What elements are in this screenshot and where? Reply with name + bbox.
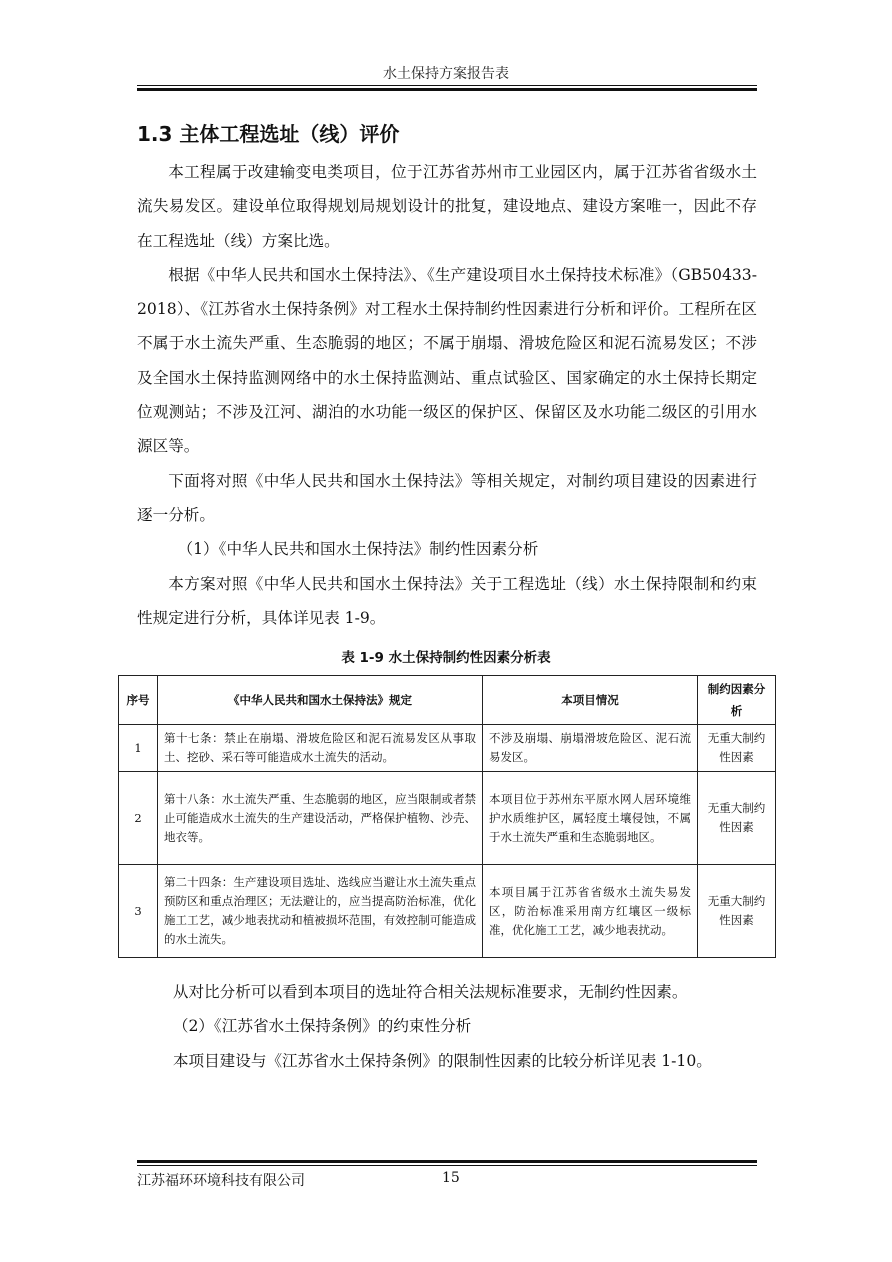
row-situation: 不涉及崩塌、崩塌滑坡危险区、泥石流易发区。 xyxy=(483,725,698,772)
section-title: 1.3 主体工程选址（线）评价 xyxy=(137,122,400,146)
row-situation: 本项目位于苏州东平原水网人居环境维护水质维护区，属轻度土壤侵蚀，不属于水土流失严重和生态脆弱地区。 xyxy=(483,772,698,865)
table-row xyxy=(119,725,776,772)
row-factor: 无重大制约性因素 xyxy=(698,725,776,772)
paragraph: 本项目建设与《江苏省水土保持条例》的限制性因素的比较分析详见表 1-10。 xyxy=(172,1051,712,1070)
body-bottom xyxy=(137,975,757,1078)
table-caption: 表 1-9 水土保持制约性因素分析表 xyxy=(341,650,551,666)
footer-rule-thin xyxy=(137,1165,757,1166)
subheading: （1）《中华人民共和国水土保持法》制约性因素分析 xyxy=(177,540,539,559)
row-situation: 本项目属于江苏省省级水土流失易发区，防治标准采用南方红壤区一级标准，优化施工工艺，减少地表扰动。 xyxy=(483,865,698,958)
table-header-row xyxy=(119,676,776,725)
running-header: 水土保持方案报告表 xyxy=(383,66,509,82)
constraints-table xyxy=(118,675,776,958)
row-index: 2 xyxy=(119,772,158,865)
body-top xyxy=(137,155,757,635)
header-rule: 《中华人民共和国水土保持法》规定 xyxy=(158,676,483,725)
paragraph: 下面将对照《中华人民共和国水土保持法》等相关规定，对制约项目建设的因素进行逐一分析。 xyxy=(137,471,757,524)
row-factor: 无重大制约性因素 xyxy=(698,865,776,958)
row-index: 3 xyxy=(119,865,158,958)
footer-rule-thick xyxy=(137,1160,757,1163)
row-rule: 第十八条：水土流失严重、生态脆弱的地区，应当限制或者禁止可能造成水土流失的生产建设活动，严格保护植物、沙壳、地衣等。 xyxy=(158,772,483,865)
table-row xyxy=(119,772,776,865)
subheading: （2）《江苏省水土保持条例》的约束性分析 xyxy=(172,1017,472,1036)
header-rule-thin xyxy=(137,85,757,86)
row-factor: 无重大制约性因素 xyxy=(698,772,776,865)
page-number: 15 xyxy=(442,1170,460,1186)
table-row xyxy=(119,865,776,958)
header-factor: 制约因素分析 xyxy=(698,676,776,725)
paragraph: 本工程属于改建输变电类项目，位于江苏省苏州市工业园区内，属于江苏省省级水土流失易发区。建设单位取得规划局规划设计的批复，建设地点、建设方案唯一，因此不存在工程选址（线）方案比选。 xyxy=(137,163,757,250)
header-situation: 本项目情况 xyxy=(483,676,698,725)
header-index: 序号 xyxy=(119,676,158,725)
header-rule-thick xyxy=(137,88,757,91)
row-rule: 第二十四条：生产建设项目选址、选线应当避让水土流失重点预防区和重点治理区；无法避让的，应当提高防治标准，优化施工工艺，减少地表扰动和植被损坏范围，有效控制可能造成的水土流失。 xyxy=(158,865,483,958)
row-rule: 第十七条：禁止在崩塌、滑坡危险区和泥石流易发区从事取土、挖砂、采石等可能造成水土流失的活动。 xyxy=(158,725,483,772)
paragraph: 从对比分析可以看到本项目的选址符合相关法规标准要求，无制约性因素。 xyxy=(172,983,688,1001)
paragraph: 本方案对照《中华人民共和国水土保持法》关于工程选址（线）水土保持限制和约束性规定进行分析，具体详见表 1-9。 xyxy=(137,574,757,627)
footer-company: 江苏福环环境科技有限公司 xyxy=(137,1173,305,1189)
row-index: 1 xyxy=(119,725,158,772)
paragraph: 根据《中华人民共和国水土保持法》、《生产建设项目水土保持技术标准》（GB50433-2018）、《江苏省水土保持条例》对工程水土保持制约性因素进行分析和评价。工程所在区不属于水土流失严重、生态脆弱的地区；不属于崩塌、滑坡危险区和泥石流易发区；不涉及全国水土保持监测网络中的水土保持监测站、重点试验区、国家确定的水土保持长期定位观测站；不涉及江河、湖泊的水功能一级区的保护区、保留区及水功能二级区的引用水源区等。 xyxy=(137,265,757,456)
